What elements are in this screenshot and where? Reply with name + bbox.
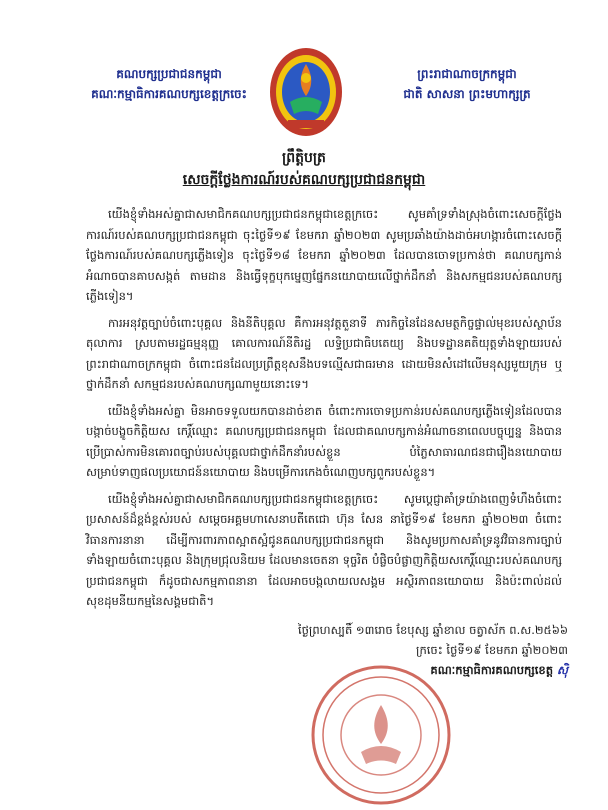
document-subtitle: សេចក្តីថ្លែងការណ៍របស់គណបក្សប្រជាជនកម្ពុជា — [182, 172, 426, 188]
party-logo — [266, 42, 346, 138]
paragraph-4: យើងខ្ញុំទាំងអស់គ្នាជាសមាជិកគណបក្សប្រជាជនកម្ពុជាខេត្តក្រចេះ សូមប្តេជ្ញាគាំទ្រយ៉ាងពេញទំហឹងចំពោះប្រសាសន៍ដ៏ខ្ពង់ខ្ពស់របស់ សម្តេចអគ្គមហាសេនាបតីតេជោ ហ៊ុន សែន នាថ្ងៃទី១៩ ខែមករា ឆ្នាំ២០២៣ ចំពោះវិធានការនានា ដើម្បីការពារភាពស្អាតស្អំជូនគណបក្សប្រជាជនកម្ពុជា និងសូមប្រកាសគាំទ្រនូវវិធានការច្បាប់ទាំងឡាយចំពោះបុគ្គល និងក្រុមជ្រុលនិយម ដែលមានចេតនា ទុច្ចរិត បំផ្លិចបំផ្លាញកិត្តិយសកេរ្តិ៍ឈ្មោះរបស់គណបក្សប្រជាជនកម្ពុជា ក៏ដូចជាសកម្មភាពនានា ដែលអាចបង្កលាយលសង្គម អស្ថិរភាពនយោបាយ និងប៉ះពាល់ដល់សុខដុមនីយកម្មនៃសង្គមជាតិ។ — [86, 491, 562, 608]
party-name: គណបក្សប្រជាជនកម្ពុជា — [116, 67, 222, 81]
header-right — [362, 64, 572, 104]
official-seal — [306, 660, 456, 810]
solar-date: ក្រចេះ ថ្ងៃទី១៩ ខែមករា ឆ្នាំ២០២៣ — [416, 643, 568, 657]
header-left — [74, 64, 264, 104]
paragraph-3: យើងខ្ញុំទាំងអស់គ្នា មិនអាចទទួលយកបានដាច់ខាត ចំពោះការចោទប្រកាន់របស់គណបក្សភ្លើងទៀនដែលបានបង្កាច់បង្ខូចកិត្តិយស កេរ្តិ៍ឈ្មោះ គណបក្សប្រជាជនកម្ពុជា ដែលជាគណបក្សកាន់អំណាចនាពេលបច្ចុប្បន្ន និងបានប្រើប្រាស់ការមិនគោរពច្បាប់របស់បុគ្គលជាថ្នាក់ដឹកនាំរបស់ខ្លួន បំភ្លៃសាធារណជនជារឿងនយោបាយ សម្រាប់ទាញផលប្រយោជន៍នយោបាយ និងបម្រើការកេងចំណេញបក្សពួករបស់ខ្លួន។ — [86, 403, 562, 479]
lunar-date: ថ្ងៃព្រហស្បតិ៍ ១៣រោច ខែបុស្ស ឆ្នាំខាល ចត្វាស័ក ព.ស.២៥៦៦ — [297, 623, 568, 637]
signing-org-name: គណៈកម្មាធិការគណបក្សខេត្ត — [430, 663, 554, 677]
paragraph-1: យើងខ្ញុំទាំងអស់គ្នាជាសមាជិកគណបក្សប្រជាជនកម្ពុជាខេត្តក្រចេះ សូមគាំទ្រទាំងស្រុងចំពោះសេចក្តីថ្លែងការណ៍របស់គណបក្សប្រជាជនកម្ពុជា ចុះថ្ងៃទី១៩ ខែមករា ឆ្នាំ២០២៣ សូមប្រឆាំងយ៉ាងដាច់អហង្ការចំពោះសេចក្តីថ្លែងការណ៍របស់គណបក្សភ្លើងទៀន ចុះថ្ងៃទី១៨ ខែមករា ឆ្នាំ២០២៣ ដែលបានចោទប្រកាន់ថា គណបក្សកាន់អំណាចបានគាបសង្កត់ តាមដាន និងធ្វើទុក្ខបុកម្នេញផ្នែកនយោបាយលើថ្នាក់ដឹកនាំ និងសកម្មជនរបស់គណបក្សភ្លើងទៀន។ — [86, 207, 562, 303]
paragraph-2: ការអនុវត្តច្បាប់ចំពោះបុគ្គល និងនីតិបុគ្គល គឺការអនុវត្តតួនាទី ភារកិច្ចនៃដែនសមត្ថកិច្ចផ្ទាល់មុខរបស់ស្ថាប័នតុលាការ ស្របតាមរដ្ឋធម្មនុញ្ញ គោលការណ៍នីតិរដ្ឋ លទ្ធិប្រជាធិបតេយ្យ និងបទដ្ឋានគតិយុត្តទាំងឡាយរបស់ព្រះរាជាណាចក្រកម្ពុជា ចំពោះជនដែលប្រព្រឹត្តខុសនឹងបទល្មើសជាធរមាន ដោយមិនសំដៅលើមនុស្សមួយក្រុម ឬថ្នាក់ដឹកនាំ សកម្មជនរបស់គណបក្សណាមួយនោះទេ។ — [86, 315, 562, 391]
kingdom-name: ព្រះរាជាណាចក្រកម្ពុជា — [417, 67, 517, 81]
national-motto: ជាតិ សាសនា ព្រះមហាក្សត្រ — [403, 87, 531, 101]
committee-name: គណៈកម្មាធិការគណបក្សខេត្តក្រចេះ — [91, 87, 247, 101]
document-title: ព្រឹត្តិបត្រ — [282, 150, 326, 166]
signature-initials: ស៊ិ — [557, 663, 568, 677]
statement-body — [86, 204, 562, 618]
